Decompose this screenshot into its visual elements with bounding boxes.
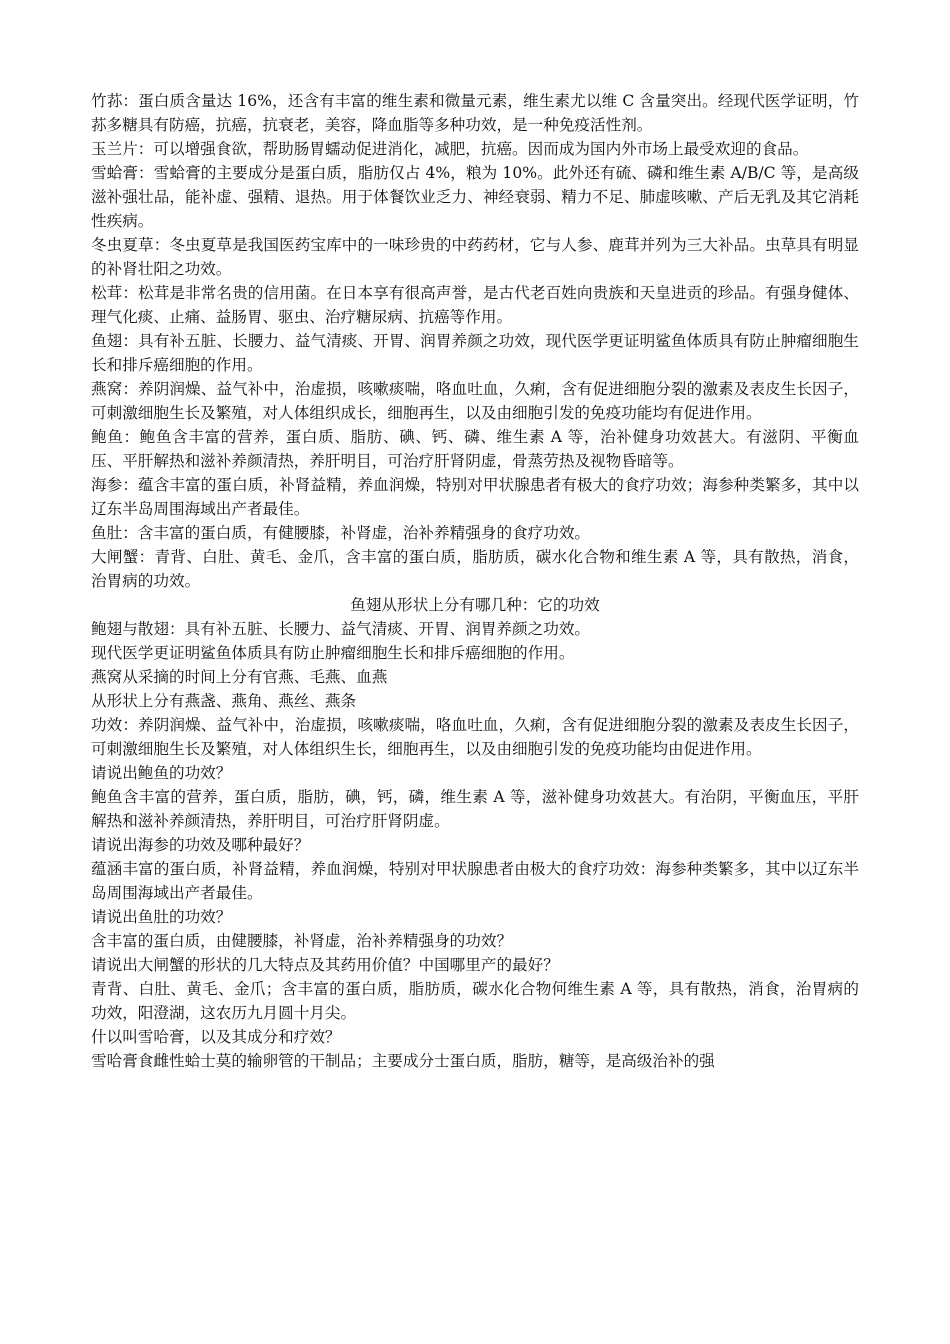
paragraph-haishen: 海参：蕴含丰富的蛋白质，补肾益精，养血润燥，特别对甲状腺患者有极大的食疗功效；海参种类繁多，其中以辽东半岛周围海域出产者最佳。 (91, 476, 859, 518)
paragraph-modern-medicine: 现代医学更证明鲨鱼体质具有防止肿瘤细胞生长和排斥癌细胞的作用。 (91, 644, 575, 662)
paragraph-dongchongxiacao: 冬虫夏草：冬虫夏草是我国医药宝库中的一味珍贵的中药药材，它与人参、鹿茸并列为三大补品。虫草具有明显的补肾壮阳之功效。 (91, 236, 859, 278)
answer-baoyu: 鲍鱼含丰富的营养，蛋白质，脂肪，碘，钙，磷，维生素 A 等，滋补健身功效甚大。有治阴，平衡血压，平肝解热和滋补养颜清热，养肝明目，可治疗肝肾阴虚。 (91, 788, 859, 830)
question-dazhaxie: 请说出大闸蟹的形状的几大特点及其药用价值？中国哪里产的最好？ (91, 956, 559, 974)
document-body (91, 89, 859, 1073)
paragraph-baochi: 鲍翅与散翅：具有补五脏、长腰力、益气清痰、开胃、润胃养颜之功效。 (91, 620, 591, 638)
answer-dazhaxie: 青背、白肚、黄毛、金爪；含丰富的蛋白质，脂肪质，碳水化合物何维生素 A 等，具有散热，消食，治胃病的功效，阳澄湖，这农历九月圆十月尖。 (91, 980, 859, 1022)
question-xuehagao: 什以叫雪哈膏，以及其成分和疗效？ (91, 1028, 341, 1046)
paragraph-yanwo-effect: 功效：养阴润燥、益气补中，治虚损，咳嗽痰喘，咯血吐血，久痢，含有促进细胞分裂的激素及表皮生长因子，可刺激细胞生长及繁殖，对人体组织生长，细胞再生，以及由细胞引发的免疫功能均由促进作用。 (91, 716, 859, 758)
paragraph-yanwo: 燕窝：养阴润燥、益气补中，治虚损，咳嗽痰喘，咯血吐血，久痢，含有促进细胞分裂的激素及表皮生长因子，可刺激细胞生长及繁殖，对人体组织成长，细胞再生，以及由细胞引发的免疫功能均有促进作用。 (91, 380, 859, 422)
answer-xuehagao: 雪哈膏食雌性蛤士莫的输卵管的干制品；主要成分士蛋白质，脂肪，糖等，是高级治补的强 (91, 1052, 715, 1070)
paragraph-yuchi: 鱼翅：具有补五脏、长腰力、益气清痰、开胃、润胃养颜之功效，现代医学更证明鲨鱼体质具有防止肿瘤细胞生长和排斥癌细胞的作用。 (91, 332, 859, 374)
question-yudu: 请说出鱼肚的功效？ (91, 908, 232, 926)
paragraph-songrong: 松茸：松茸是非常名贵的信用菌。在日本享有很高声誉，是古代老百姓向贵族和天皇进贡的珍品。有强身健体、理气化痰、止痛、益肠胃、驱虫、治疗糖尿病、抗癌等作用。 (91, 284, 859, 326)
paragraph-yanwo-types-time: 燕窝从采摘的时间上分有官燕、毛燕、血燕 (91, 668, 388, 686)
paragraph-dazhaxie: 大闸蟹：青背、白肚、黄毛、金爪，含丰富的蛋白质，脂肪质，碳水化合物和维生素 A 等，具有散热，消食，治胃病的功效。 (91, 548, 859, 590)
answer-haishen: 蕴涵丰富的蛋白质，补肾益精，养血润燥，特别对甲状腺患者由极大的食疗功效：海参种类繁多，其中以辽东半岛周围海域出产者最佳。 (91, 860, 859, 902)
answer-yudu: 含丰富的蛋白质，由健腰膝，补肾虚，治补养精强身的功效？ (91, 932, 513, 950)
paragraph-yudu: 鱼肚：含丰富的蛋白质，有健腰膝，补肾虚，治补养精强身的食疗功效。 (91, 524, 591, 542)
paragraph-zhusun: 竹荪：蛋白质含量达 16%，还含有丰富的维生素和微量元素，维生素尤以维 C 含量突出。经现代医学证明，竹荪多糖具有防癌，抗癌，抗衰老，美容，降血脂等多种功效，是一种免疫活性剂。 (91, 92, 859, 134)
paragraph-yanwo-types-shape: 从形状上分有燕盏、燕角、燕丝、燕条 (91, 692, 357, 710)
paragraph-xuegegao: 雪蛤膏：雪蛤膏的主要成分是蛋白质，脂肪仅占 4%，粮为 10%。此外还有硫、磷和维生素 A/B/C 等，是高级滋补强壮品，能补虚、强精、退热。用于体餐饮业乏力、神经衰弱、精力不足、肺虚咳嗽、产后无乳及其它消耗性疾病。 (91, 164, 859, 230)
question-baoyu: 请说出鲍鱼的功效？ (91, 764, 232, 782)
paragraph-baoyu: 鲍鱼：鲍鱼含丰富的营养，蛋白质、脂肪、碘、钙、磷、维生素 A 等，治补健身功效甚大。有滋阴、平衡血压、平肝解热和滋补养颜清热，养肝明目，可治疗肝肾阴虚，骨蒸劳热及视物昏暗等。 (91, 428, 859, 470)
section-heading: 鱼翅从形状上分有哪几种：它的功效 (350, 596, 600, 614)
question-haishen: 请说出海参的功效及哪种最好？ (91, 836, 310, 854)
paragraph-yulanpian: 玉兰片：可以增强食欲，帮助肠胃蠕动促进消化，减肥，抗癌。因而成为国内外市场上最受欢迎的食品。 (91, 140, 809, 158)
